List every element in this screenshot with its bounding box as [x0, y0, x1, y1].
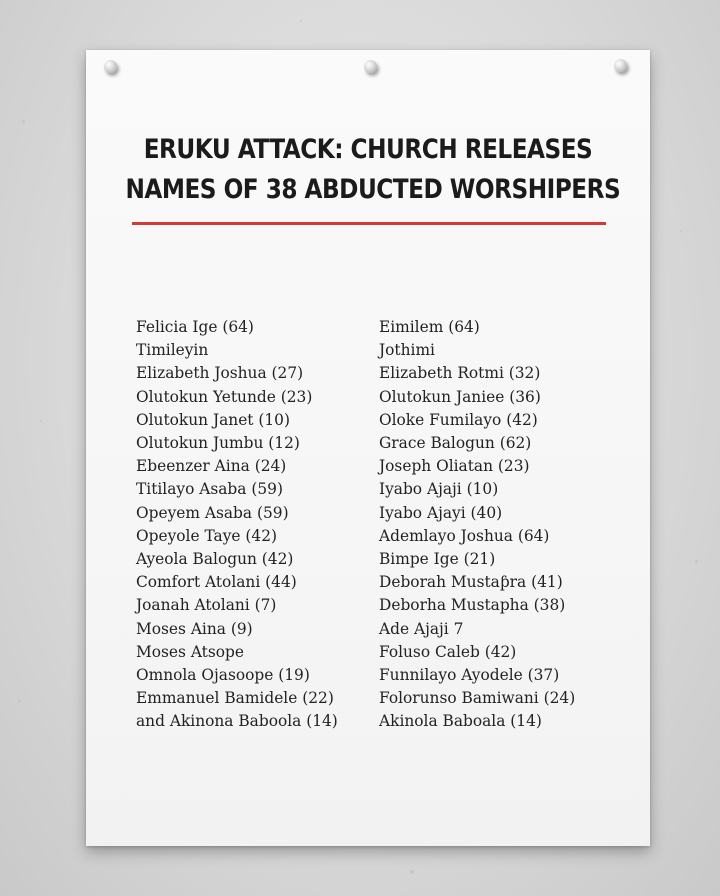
worshiper-name: Felicia Ige (64): [136, 318, 254, 336]
wall-speck: [695, 560, 698, 563]
names-column-right: [379, 316, 575, 734]
worshiper-name: Opeyem Asaba (59): [136, 503, 289, 522]
worshiper-name: Ade Ajaji 7: [379, 619, 464, 638]
worshiper-name: Joanah Atolani (7): [136, 596, 277, 615]
worshiper-name: Elizabeth Rotmi (32): [379, 364, 541, 383]
worshiper-name: Moses Atsope: [136, 642, 244, 661]
poster-headline: [125, 130, 621, 210]
red-divider: [132, 222, 606, 225]
push-pin-icon: [364, 60, 377, 73]
worshiper-name: Ebeenzer Aina (24): [136, 457, 287, 476]
worshiper-name: Funnilayo Ayodele (37): [379, 666, 560, 685]
wall-speck: [300, 20, 302, 22]
worshiper-name: Olutokun Janiee (36): [379, 387, 541, 406]
worshiper-name: Ayeola Balogun (42): [136, 550, 294, 569]
wall-speck: [40, 420, 42, 422]
worshiper-name: Timileyin: [136, 341, 209, 360]
worshiper-name: Jothimi: [379, 341, 435, 360]
worshiper-name: Ademlayo Joshua (64): [379, 526, 550, 545]
worshiper-name: Foluso Caleb (42): [379, 642, 517, 661]
worshiper-name: Iyabo Ajaji (10): [379, 480, 499, 499]
push-pin-icon: [614, 59, 627, 72]
worshiper-name: Deborha Mustapha (38): [379, 596, 566, 615]
worshiper-name: Omnola Ojasoope (19): [136, 666, 310, 685]
worshiper-name: Folorunso Bamiwani (24): [379, 689, 576, 708]
headline-line-1: ERUKU ATTACK: CHURCH RELEASES: [143, 134, 593, 165]
worshiper-name: Akinola Baboala (14): [379, 712, 542, 731]
worshiper-name: Opeyole Taye (42): [136, 526, 277, 545]
worshiper-name: Olutokun Yetunde (23): [136, 387, 313, 406]
worshiper-name: Grace Balogun (62): [379, 434, 532, 453]
worshiper-name: Moses Aina (9): [136, 619, 253, 638]
worshiper-name: Oloke Fumilayo (42): [379, 410, 538, 429]
wall-speck: [410, 870, 414, 874]
wall-speck: [680, 230, 682, 232]
worshiper-name: Deborah Mustaƥra (41): [379, 573, 563, 592]
worshiper-name: Emmanuel Bamidele (22): [136, 689, 334, 708]
names-column-left: [136, 316, 338, 734]
headline-line-2: NAMES OF 38 ABDUCTED WORSHIPERS: [125, 174, 621, 205]
worshiper-name: Bimpe Ige (21): [379, 550, 496, 569]
wall-speck: [18, 700, 21, 703]
worshiper-name: Elizabeth Joshua (27): [136, 364, 304, 383]
worshiper-name: Comfort Atolani (44): [136, 573, 297, 592]
worshiper-name: and Akinona Baboola (14): [136, 712, 338, 731]
worshiper-name: Olutokun Janet (10): [136, 410, 290, 429]
worshiper-name: Olutokun Jumbu (12): [136, 434, 300, 453]
worshiper-name: Joseph Oliatan (23): [379, 457, 530, 476]
push-pin-icon: [104, 60, 117, 73]
wall-speck: [22, 120, 25, 123]
worshiper-name: Iyabo Ajayi (40): [379, 503, 503, 522]
worshiper-name: Eimilem (64): [379, 318, 480, 336]
poster-sheet: [86, 50, 650, 846]
worshiper-name: Titilayo Asaba (59): [136, 480, 283, 499]
